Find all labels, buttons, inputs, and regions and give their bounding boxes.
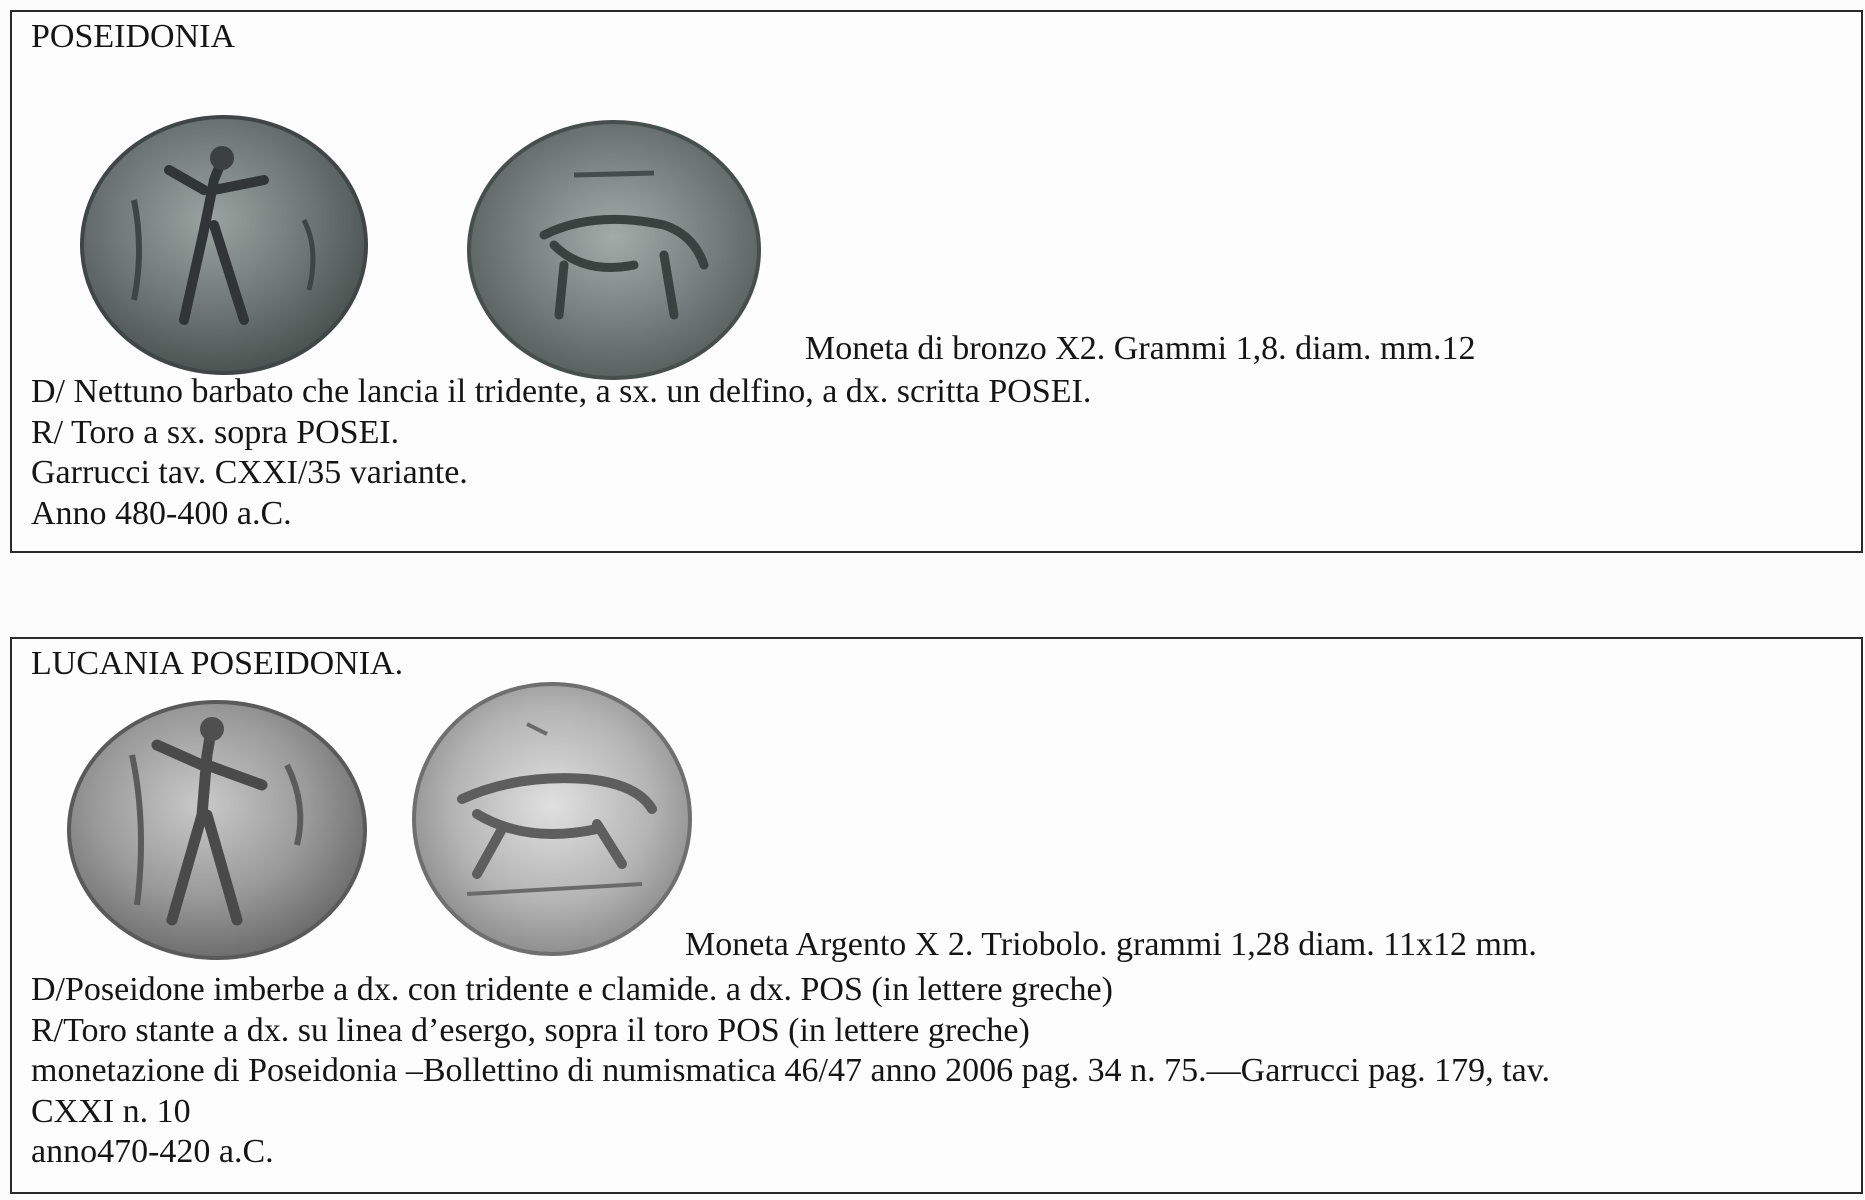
coin-specifications: Moneta di bronzo X2. Grammi 1,8. diam. mm.12 — [805, 330, 1476, 367]
bibliography-reference: monetazione di Poseidonia –Bollettino di numismatica 46/47 anno 2006 pag. 34 n. 75.—Garrucci pag. 179, tav. — [31, 1052, 1551, 1089]
reverse-description: R/ Toro a sx. sopra POSEI. — [31, 413, 400, 451]
reverse-description: R/Toro stante a dx. su linea d’esergo, sopra il toro POS (in lettere greche) — [31, 1011, 1030, 1049]
coin-description — [31, 372, 1091, 534]
coin-description — [31, 970, 1550, 1173]
silver-coin-obverse-image — [62, 695, 372, 965]
catalog-reference: CXXI n. 10 — [31, 1092, 191, 1130]
coin-card-silver — [10, 637, 1863, 1194]
coin-date: anno470-420 a.C. — [31, 1133, 274, 1170]
silver-coin-reverse-image — [407, 679, 697, 959]
bronze-coin-reverse-image — [464, 115, 764, 385]
card-title: LUCANIA POSEIDONIA. — [31, 645, 404, 682]
catalog-reference: Garrucci tav. CXXI/35 variante. — [31, 454, 468, 491]
coin-date: Anno 480-400 a.C. — [31, 494, 292, 532]
obverse-description: D/ Nettuno barbato che lancia il tridente, a sx. un delfino, a dx. scritta POSEI. — [31, 373, 1092, 410]
coin-specifications: Moneta Argento X 2. Triobolo. grammi 1,28 diam. 11x12 mm. — [685, 926, 1537, 963]
coin-card-bronze — [10, 10, 1863, 553]
bronze-coin-obverse-image — [74, 110, 374, 380]
card-title: POSEIDONIA — [31, 18, 235, 55]
obverse-description: D/Poseidone imberbe a dx. con tridente e clamide. a dx. POS (in lettere greche) — [31, 971, 1113, 1008]
